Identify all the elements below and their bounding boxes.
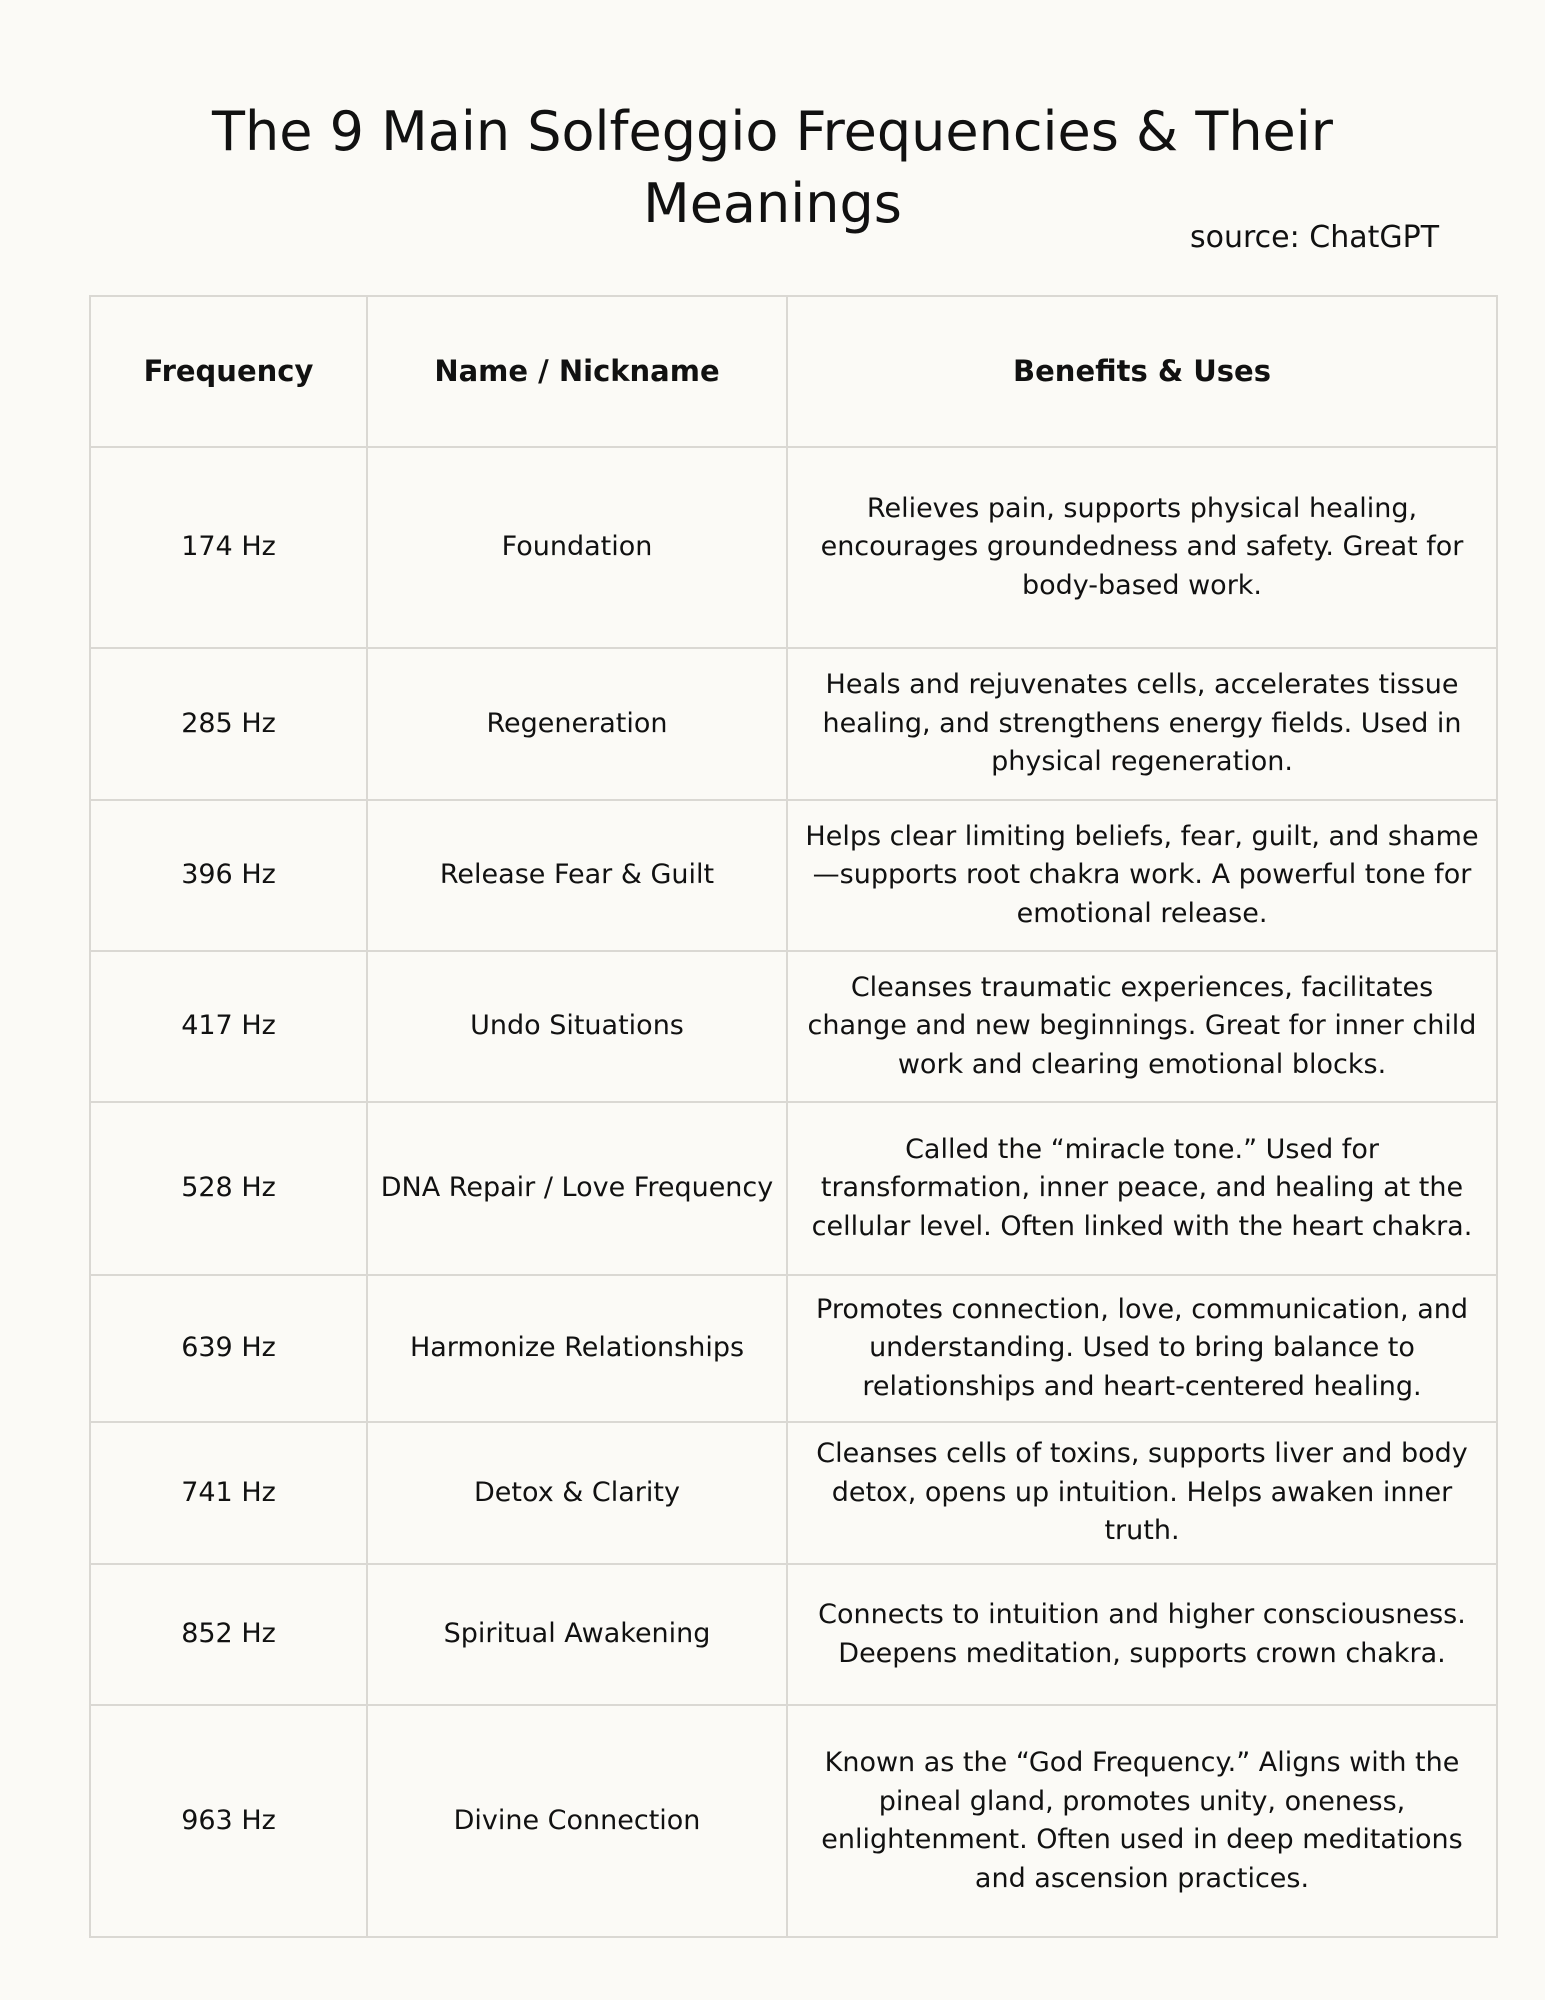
table-row [90, 447, 1497, 648]
benefits-cell: Heals and rejuvenates cells, accelerates tissue healing, and strengthens energy fields. Used in physical regeneration. [787, 648, 1497, 800]
name-cell: Detox & Clarity [367, 1422, 787, 1564]
benefits-cell: Relieves pain, supports physical healing, encourages groundedness and safety. Great for body-based work. [787, 447, 1497, 648]
frequency-cell: 528 Hz [90, 1102, 367, 1275]
name-cell: Regeneration [367, 648, 787, 800]
frequency-cell: 741 Hz [90, 1422, 367, 1564]
frequency-cell: 963 Hz [90, 1705, 367, 1937]
benefits-cell: Connects to intuition and higher consciousness. Deepens meditation, supports crown chakra. [787, 1564, 1497, 1705]
benefits-cell: Cleanses traumatic experiences, facilitates change and new beginnings. Great for inner child work and clearing emotional blocks. [787, 951, 1497, 1102]
benefits-cell: Promotes connection, love, communication, and understanding. Used to bring balance to relationships and heart-centered healing. [787, 1275, 1497, 1422]
benefits-cell: Helps clear limiting beliefs, fear, guilt, and shame—supports root chakra work. A powerful tone for emotional release. [787, 800, 1497, 951]
source-note: source: ChatGPT [1190, 220, 1440, 255]
name-cell: DNA Repair / Love Frequency [367, 1102, 787, 1275]
benefits-cell: Cleanses cells of toxins, supports liver and body detox, opens up intuition. Helps awaken inner truth. [787, 1422, 1497, 1564]
header-benefits: Benefits & Uses [787, 296, 1497, 447]
name-cell: Divine Connection [367, 1705, 787, 1937]
table-row [90, 1102, 1497, 1275]
name-cell: Foundation [367, 447, 787, 648]
header-name: Name / Nickname [367, 296, 787, 447]
table-row [90, 1564, 1497, 1705]
frequency-cell: 639 Hz [90, 1275, 367, 1422]
table-row [90, 648, 1497, 800]
benefits-cell: Known as the “God Frequency.” Aligns with the pineal gland, promotes unity, oneness, enlightenment. Often used in deep meditations and ascension practices. [787, 1705, 1497, 1937]
name-cell: Harmonize Relationships [367, 1275, 787, 1422]
table-row [90, 800, 1497, 951]
header-frequency: Frequency [90, 296, 367, 447]
table-row [90, 1705, 1497, 1937]
frequency-cell: 174 Hz [90, 447, 367, 648]
page-title: The 9 Main Solfeggio Frequencies & Their Meanings [212, 100, 1333, 235]
table-row [90, 1422, 1497, 1564]
table-row [90, 1275, 1497, 1422]
frequency-table [89, 295, 1498, 1938]
frequency-cell: 285 Hz [90, 648, 367, 800]
name-cell: Spiritual Awakening [367, 1564, 787, 1705]
frequency-cell: 417 Hz [90, 951, 367, 1102]
frequency-cell: 396 Hz [90, 800, 367, 951]
frequency-cell: 852 Hz [90, 1564, 367, 1705]
table-row [90, 951, 1497, 1102]
name-cell: Undo Situations [367, 951, 787, 1102]
benefits-cell: Called the “miracle tone.” Used for transformation, inner peace, and healing at the cellular level. Often linked with the heart chakra. [787, 1102, 1497, 1275]
table-header-row [90, 296, 1497, 447]
name-cell: Release Fear & Guilt [367, 800, 787, 951]
